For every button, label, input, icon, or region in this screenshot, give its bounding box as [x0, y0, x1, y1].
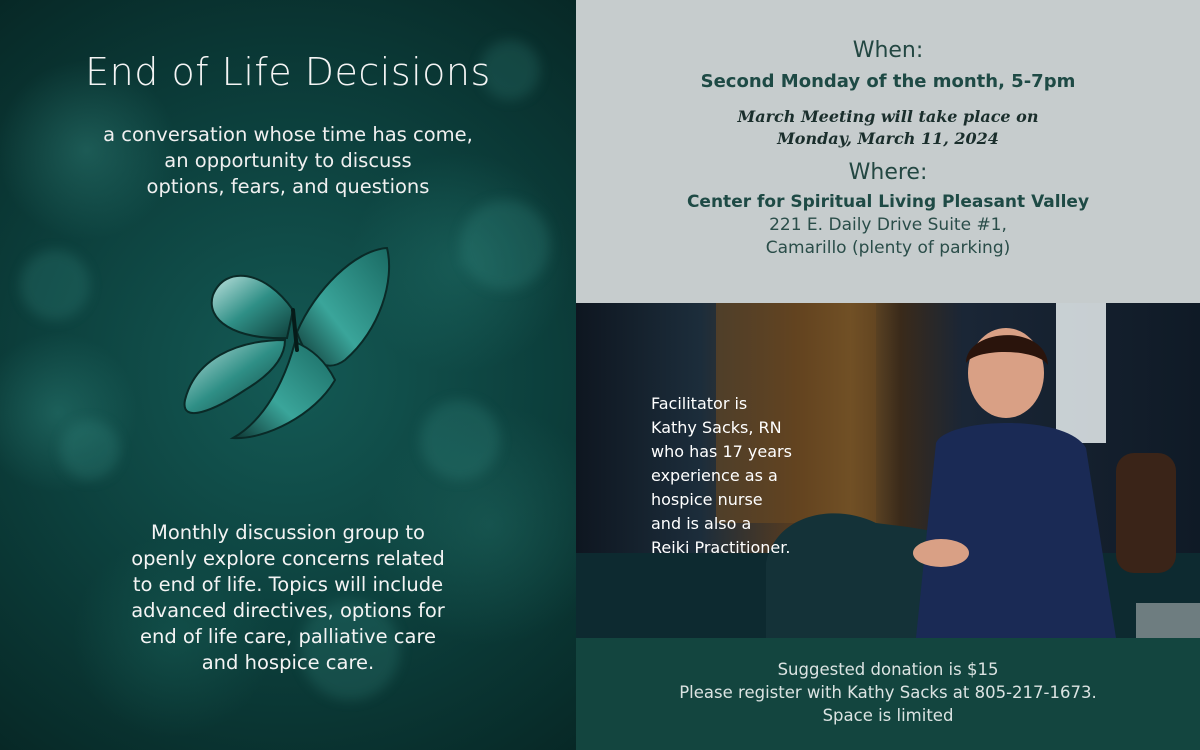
- bokeh-light: [20, 250, 90, 320]
- venue-address: 221 E. Daily Drive Suite #1, Camarillo (plenty of parking): [765, 215, 1011, 258]
- page-title: End of Life Decisions: [85, 50, 491, 94]
- butterfly-icon: [175, 240, 405, 450]
- event-details: [576, 0, 1200, 303]
- facilitator-photo: [576, 303, 1200, 638]
- venue-name: Center for Spiritual Living Pleasant Valley: [686, 192, 1090, 212]
- where-label: Where:: [848, 160, 928, 185]
- subtitle: a conversation whose time has come, an opportunity to discuss options, fears, and questions: [103, 123, 473, 198]
- bokeh-light: [460, 200, 550, 290]
- space-limited-text: Space is limited: [822, 706, 954, 725]
- register-text: Please register with Kathy Sacks at 805-217-1673.: [679, 683, 1097, 702]
- when-time: Second Monday of the month, 5-7pm: [700, 71, 1076, 92]
- footer-info: [576, 638, 1200, 750]
- march-note: March Meeting will take place on Monday, March 11, 2024: [737, 107, 1039, 148]
- donation-text: Suggested donation is $15: [777, 660, 999, 679]
- left-panel: [0, 0, 576, 750]
- when-label: When:: [852, 38, 924, 63]
- bokeh-light: [60, 420, 120, 480]
- description: Monthly discussion group to openly explore concerns related to end of life. Topics will include advanced directives, options for end of life care, palliative care and hospice care.: [131, 521, 445, 674]
- bokeh-light: [420, 400, 500, 480]
- facilitator-text: Facilitator is Kathy Sacks, RN who has 17 years experience as a hospice nurse and is also a Reiki Practitioner.: [651, 394, 792, 557]
